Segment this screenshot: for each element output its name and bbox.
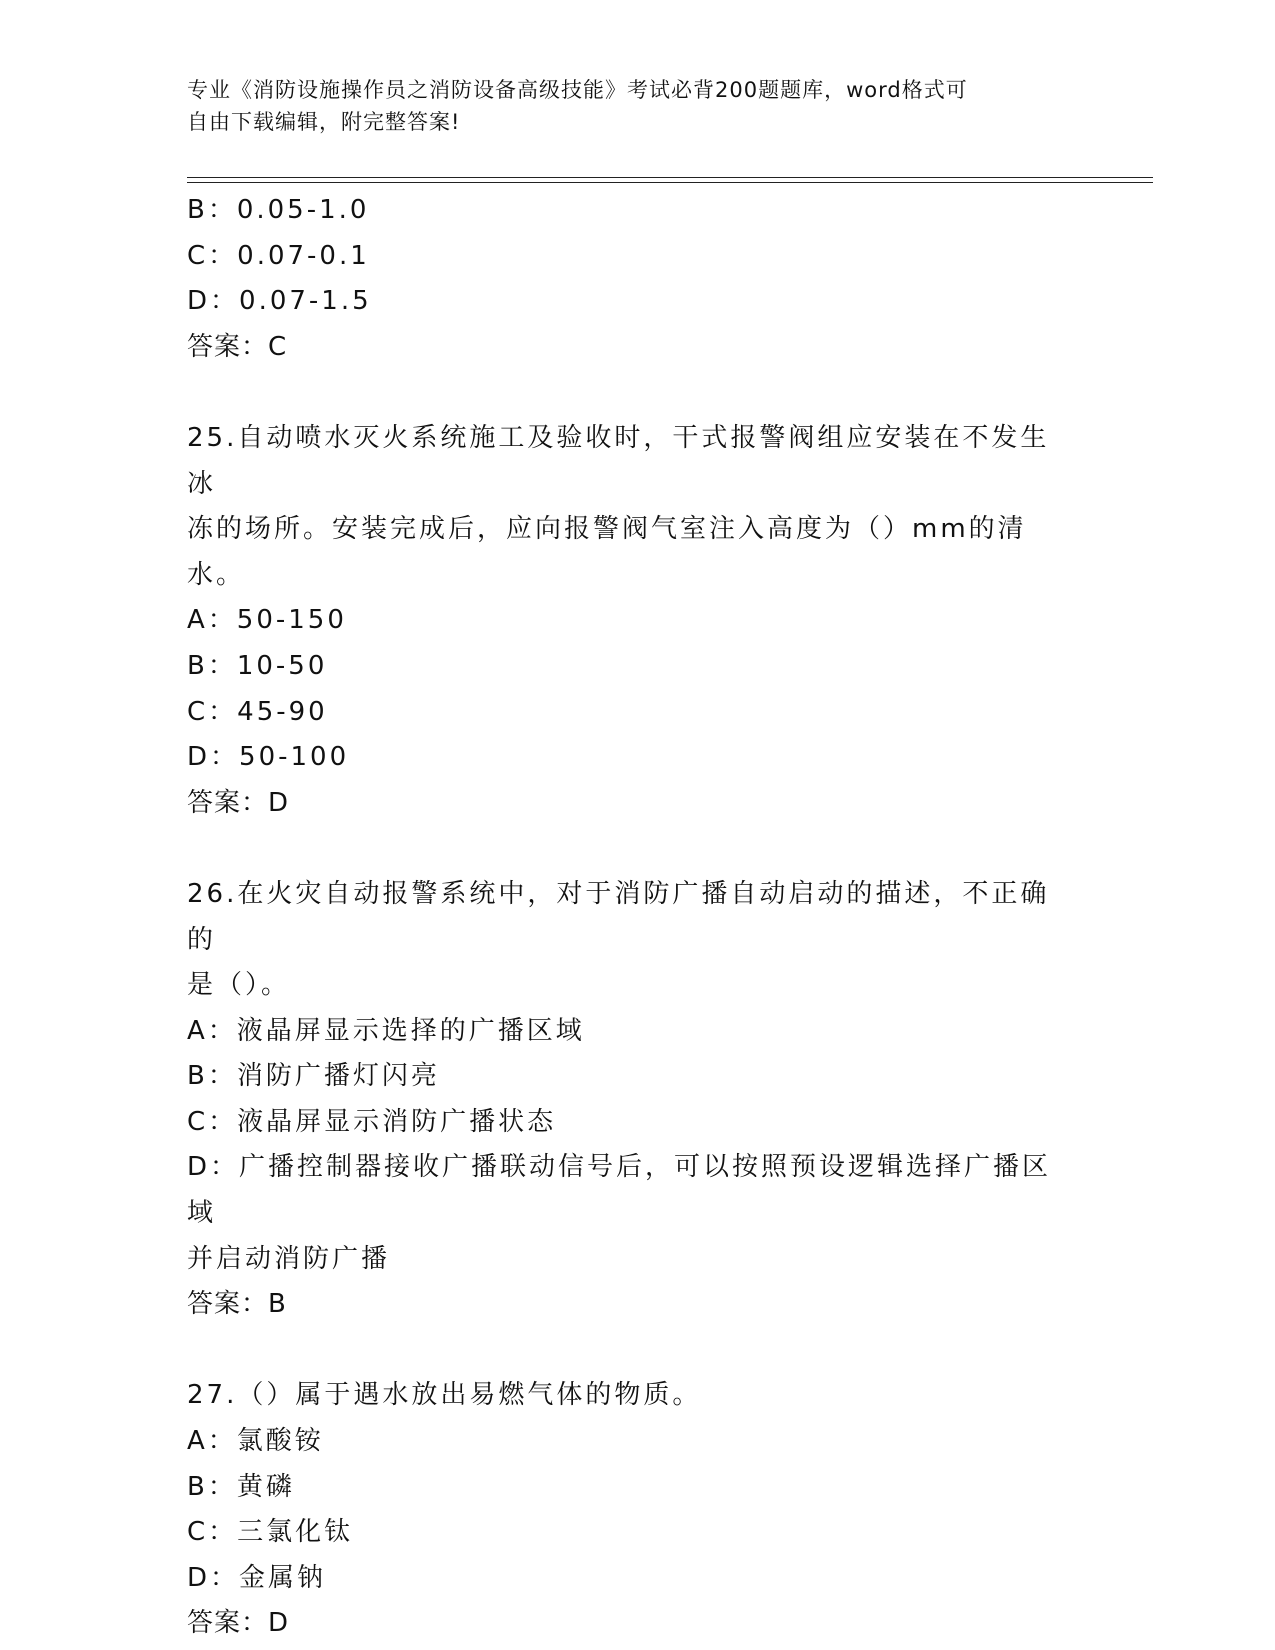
option-c: C：45-90 <box>187 696 328 727</box>
option-b: B：黄磷 <box>187 1471 295 1502</box>
option-d: D：50-100 <box>187 742 350 773</box>
option-a: A：氯酸铵 <box>187 1426 324 1457</box>
option-d: D：广播控制器接收广播联动信号后，可以按照预设逻辑选择广播区域 <box>187 1152 1052 1229</box>
header-rule-top <box>187 177 1153 178</box>
question-partial <box>187 188 1067 370</box>
question-25 <box>187 416 1067 826</box>
question-list <box>187 188 1067 1647</box>
option-a: A：液晶屏显示选择的广播区域 <box>187 1015 585 1046</box>
document-header <box>187 74 1067 138</box>
option-c: C：液晶屏显示消防广播状态 <box>187 1106 557 1137</box>
question-26 <box>187 872 1067 1328</box>
question-stem-line: 25.自动喷水灭火系统施工及验收时，干式报警阀组应安装在不发生冰 <box>187 422 1050 499</box>
option-b: B：0.05-1.0 <box>187 195 370 225</box>
option-a: A：50-150 <box>187 605 347 636</box>
answer: 答案：C <box>187 331 288 362</box>
option-d: D：金属钠 <box>187 1562 327 1593</box>
option-b: B：10-50 <box>187 650 328 681</box>
question-27 <box>187 1373 1067 1647</box>
question-stem-line: 26.在火灾自动报警系统中，对于消防广播自动启动的描述，不正确的 <box>187 878 1050 955</box>
spacer <box>187 370 1067 416</box>
option-d: D：0.07-1.5 <box>187 286 372 317</box>
question-stem-line: 冻的场所。安装完成后，应向报警阀气室注入高度为（）mm的清水。 <box>187 514 1027 590</box>
option-d-continued: 并启动消防广播 <box>187 1243 391 1274</box>
answer: 答案：D <box>187 787 290 818</box>
spacer <box>187 826 1067 872</box>
header-line-1: 专业《消防设施操作员之消防设备高级技能》考试必背200题题库，word格式可 <box>187 78 968 102</box>
answer: 答案：D <box>187 1608 290 1639</box>
option-c: C：0.07-0.1 <box>187 240 370 271</box>
option-c: C：三氯化钛 <box>187 1517 354 1548</box>
spacer <box>187 1328 1067 1374</box>
header-rule-bottom <box>187 182 1153 183</box>
question-stem-line: 是（）。 <box>187 970 291 1001</box>
answer: 答案：B <box>187 1289 287 1320</box>
header-line-2: 自由下载编辑，附完整答案! <box>187 110 461 134</box>
question-stem-line: 27.（）属于遇水放出易燃气体的物质。 <box>187 1380 702 1411</box>
option-b: B：消防广播灯闪亮 <box>187 1061 440 1092</box>
